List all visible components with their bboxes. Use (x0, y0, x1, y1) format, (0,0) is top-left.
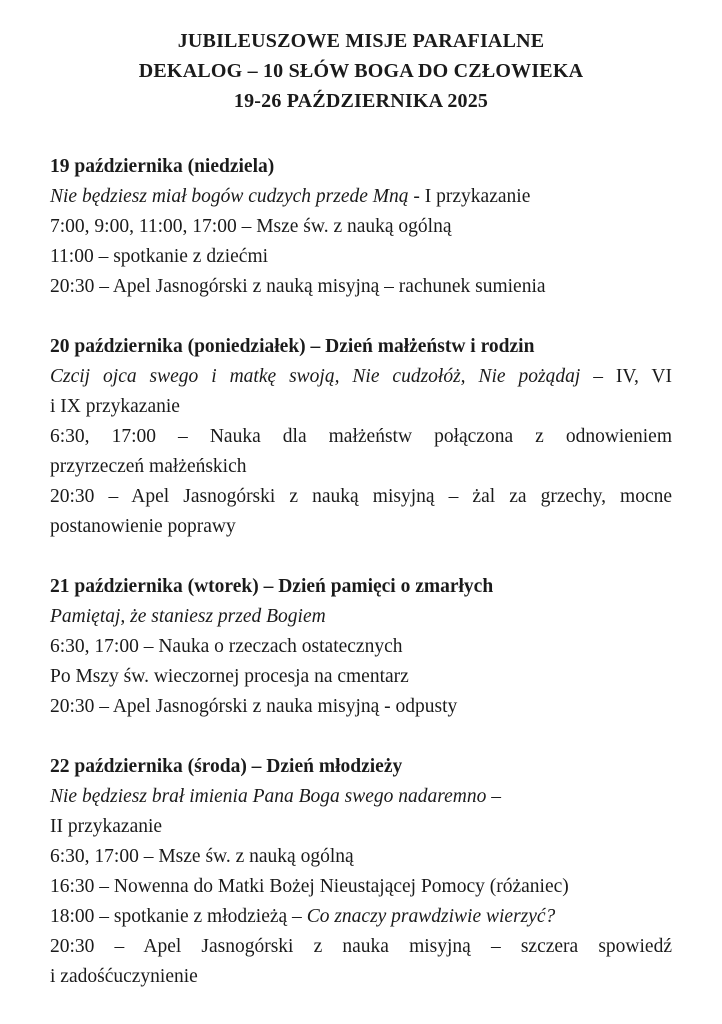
schedule-line (50, 422, 672, 452)
schedule-line (50, 842, 672, 872)
schedule-text: 20:30 – Apel Jasnogórski z nauką misyjną – rachunek sumienia (50, 276, 546, 297)
schedule-content (50, 152, 672, 992)
commandment-text: Nie będziesz miał bogów cudzych przede Mną (50, 186, 409, 207)
schedule-text: 18:00 – spotkanie z młodzieżą – (50, 906, 307, 927)
commandment-text: Pamiętaj, że staniesz przed Bogiem (50, 606, 326, 627)
schedule-line (50, 902, 672, 932)
schedule-line (50, 452, 672, 482)
title-line-1: JUBILEUSZOWE MISJE PARAFIALNE (177, 30, 545, 52)
schedule-line (50, 962, 672, 992)
title-line-3: 19-26 PAŹDZIERNIKA 2025 (233, 90, 489, 112)
schedule-line (50, 392, 672, 422)
schedule-line (50, 482, 672, 512)
schedule-line (50, 872, 672, 902)
schedule-text: 11:00 – spotkanie z dziećmi (50, 246, 269, 267)
schedule-text: 6:30, 17:00 – Nauka dla małżeństw połączona z odnowieniem (50, 426, 672, 447)
schedule-line (50, 782, 672, 812)
day-heading: 19 października (niedziela) (50, 156, 275, 177)
schedule-line (50, 812, 672, 842)
day-section-1 (50, 152, 672, 302)
schedule-text: 16:30 – Nowenna do Matki Bożej Nieustającej Pomocy (różaniec) (50, 876, 569, 897)
schedule-text: i IX przykazanie (50, 396, 180, 417)
schedule-line (50, 512, 672, 542)
schedule-line (50, 182, 672, 212)
schedule-text: – IV, VI (580, 366, 672, 387)
schedule-text: postanowienie poprawy (50, 516, 236, 537)
schedule-line (50, 692, 672, 722)
commandment-text: Nie będziesz brał imienia Pana Boga swego nadaremno – (50, 786, 501, 807)
schedule-line (50, 362, 672, 392)
title-line-2: DEKALOG – 10 SŁÓW BOGA DO CZŁOWIEKA (138, 60, 584, 82)
schedule-line (50, 632, 672, 662)
day-section-4 (50, 752, 672, 992)
commandment-text: Co znaczy prawdziwie wierzyć? (306, 906, 556, 927)
schedule-text: 20:30 – Apel Jasnogórski z nauką misyjną – żal za grzechy, mocne (50, 486, 672, 507)
document-title (50, 26, 672, 116)
schedule-line (50, 932, 672, 962)
schedule-text: i zadośćuczynienie (50, 966, 198, 987)
commandment-text: Czcij ojca swego i matkę swoją, Nie cudzołóż, Nie pożądaj (50, 366, 581, 387)
schedule-text: II przykazanie (50, 816, 163, 837)
day-heading: 20 października (poniedziałek) – Dzień małżeństw i rodzin (50, 336, 535, 357)
schedule-text: 6:30, 17:00 – Nauka o rzeczach ostatecznych (50, 636, 403, 657)
schedule-text: 7:00, 9:00, 11:00, 17:00 – Msze św. z nauką ogólną (50, 216, 452, 237)
day-section-3 (50, 572, 672, 722)
day-heading: 22 października (środa) – Dzień młodzieży (50, 756, 403, 777)
day-heading: 21 października (wtorek) – Dzień pamięci o zmarłych (50, 576, 494, 597)
day-section-2 (50, 332, 672, 542)
schedule-text: 20:30 – Apel Jasnogórski z nauka misyjną - odpusty (50, 696, 458, 717)
schedule-line (50, 242, 672, 272)
schedule-line (50, 662, 672, 692)
schedule-line (50, 212, 672, 242)
schedule-line (50, 602, 672, 632)
schedule-text: - I przykazanie (408, 186, 531, 207)
schedule-text: 6:30, 17:00 – Msze św. z nauką ogólną (50, 846, 354, 867)
schedule-text: przyrzeczeń małżeńskich (50, 456, 247, 477)
schedule-text: 20:30 – Apel Jasnogórski z nauka misyjną – szczera spowiedź (50, 936, 672, 957)
schedule-text: Po Mszy św. wieczornej procesja na cmentarz (50, 666, 409, 687)
schedule-line (50, 272, 672, 302)
